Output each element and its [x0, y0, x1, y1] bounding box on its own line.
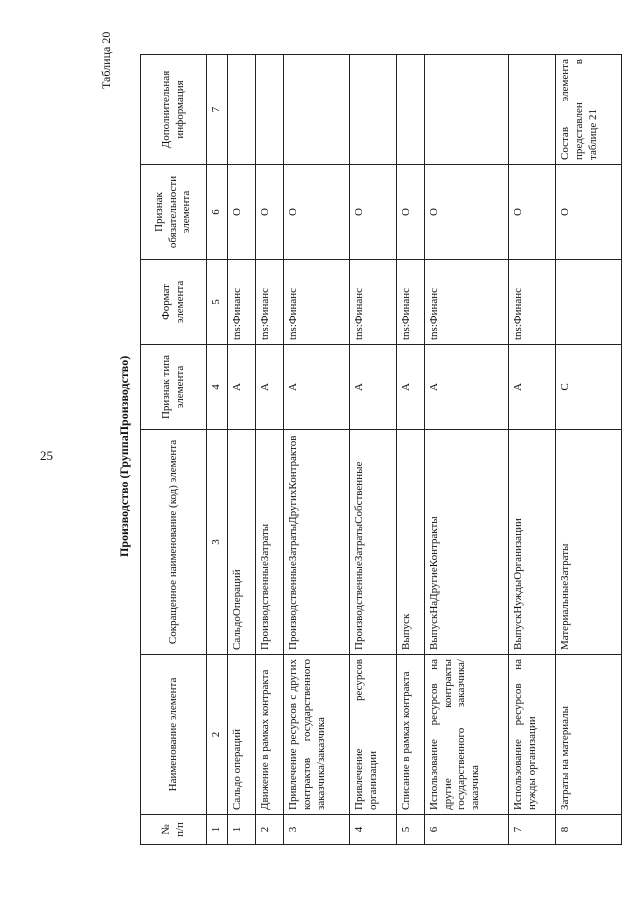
- row-code: ВыпускНаДругиеКонтракты: [424, 430, 508, 655]
- row-required: О: [227, 165, 255, 260]
- row-required: О: [284, 165, 350, 260]
- row-code: ПроизводственныеЗатратыСобственные: [349, 430, 396, 655]
- colnum-2: 2: [207, 655, 228, 815]
- row-type: С: [556, 345, 622, 430]
- section-title: Производство (ГруппаПроизводство): [117, 355, 131, 557]
- table-row: [284, 55, 350, 845]
- header-num: № п/п: [141, 815, 207, 845]
- header-info: Дополнительная информация: [141, 55, 207, 165]
- row-name: Привлечение ресурсов организации: [349, 655, 396, 815]
- colnum-6: 6: [207, 165, 228, 260]
- header-format: Формат элемента: [141, 260, 207, 345]
- row-num: 3: [284, 815, 350, 845]
- row-num: 8: [556, 815, 622, 845]
- row-name: Использование ресурсов на другие контракты государственного заказчика/заказчика: [424, 655, 508, 815]
- table-header-row: [141, 55, 207, 845]
- row-num: 5: [396, 815, 424, 845]
- table-row: [227, 55, 255, 845]
- row-format: tns:Финанс: [424, 260, 508, 345]
- row-info: [349, 55, 396, 165]
- row-name: Движение в рамках контракта: [255, 655, 283, 815]
- row-type: А: [424, 345, 508, 430]
- row-format: tns:Финанс: [284, 260, 350, 345]
- row-code: МатериальныеЗатраты: [556, 430, 622, 655]
- row-code: ПроизводственныеЗатраты: [255, 430, 283, 655]
- table-caption: Таблица 20: [99, 31, 113, 89]
- row-required: О: [255, 165, 283, 260]
- row-format: [556, 260, 622, 345]
- row-type: А: [255, 345, 283, 430]
- row-num: 6: [424, 815, 508, 845]
- row-name: Использование ресурсов на нужды организации: [509, 655, 556, 815]
- row-info: [424, 55, 508, 165]
- row-num: 7: [509, 815, 556, 845]
- row-type: А: [509, 345, 556, 430]
- table-row: [509, 55, 556, 845]
- table-row: [349, 55, 396, 845]
- row-format: tns:Финанс: [509, 260, 556, 345]
- row-format: tns:Финанс: [255, 260, 283, 345]
- header-code: Сокращенное наименование (код) элемента: [141, 430, 207, 655]
- row-info: [284, 55, 350, 165]
- colnum-7: 7: [207, 55, 228, 165]
- row-format: tns:Финанс: [349, 260, 396, 345]
- table-row: [424, 55, 508, 845]
- table-row: [396, 55, 424, 845]
- row-info: [396, 55, 424, 165]
- row-required: О: [424, 165, 508, 260]
- row-name: Списание в рамках контракта: [396, 655, 424, 815]
- row-num: 2: [255, 815, 283, 845]
- colnum-1: 1: [207, 815, 228, 845]
- column-numbers-row: [207, 55, 228, 845]
- row-code: ВыпускНуждыОрганизации: [509, 430, 556, 655]
- row-name: Затраты на материалы: [556, 655, 622, 815]
- row-info: [255, 55, 283, 165]
- row-code: ПроизводственныеЗатратыДругихКонтрактов: [284, 430, 350, 655]
- row-required: О: [349, 165, 396, 260]
- row-code: СальдоОпераций: [227, 430, 255, 655]
- row-type: А: [227, 345, 255, 430]
- header-type: Признак типа элемента: [141, 345, 207, 430]
- elements-table: [140, 54, 622, 845]
- row-name: Привлечение ресурсов с других контрактов государственного заказчика/заказчика: [284, 655, 350, 815]
- header-name: Наименование элемента: [141, 655, 207, 815]
- table-row: [255, 55, 283, 845]
- row-format: tns:Финанс: [227, 260, 255, 345]
- row-num: 1: [227, 815, 255, 845]
- row-info: Состав элемента представлен в таблице 21: [556, 55, 622, 165]
- header-required: Признак обязательности элемента: [141, 165, 207, 260]
- row-required: О: [509, 165, 556, 260]
- row-info: [227, 55, 255, 165]
- row-required: О: [396, 165, 424, 260]
- row-info: [509, 55, 556, 165]
- row-code: Выпуск: [396, 430, 424, 655]
- row-num: 4: [349, 815, 396, 845]
- row-required: О: [556, 165, 622, 260]
- row-name: Сальдо операций: [227, 655, 255, 815]
- row-type: А: [396, 345, 424, 430]
- table-row: [556, 55, 622, 845]
- page-number: 25: [40, 448, 53, 463]
- row-type: А: [284, 345, 350, 430]
- colnum-3: 3: [207, 430, 228, 655]
- colnum-4: 4: [207, 345, 228, 430]
- colnum-5: 5: [207, 260, 228, 345]
- rotated-table-container: [140, 55, 622, 845]
- row-format: tns:Финанс: [396, 260, 424, 345]
- row-type: А: [349, 345, 396, 430]
